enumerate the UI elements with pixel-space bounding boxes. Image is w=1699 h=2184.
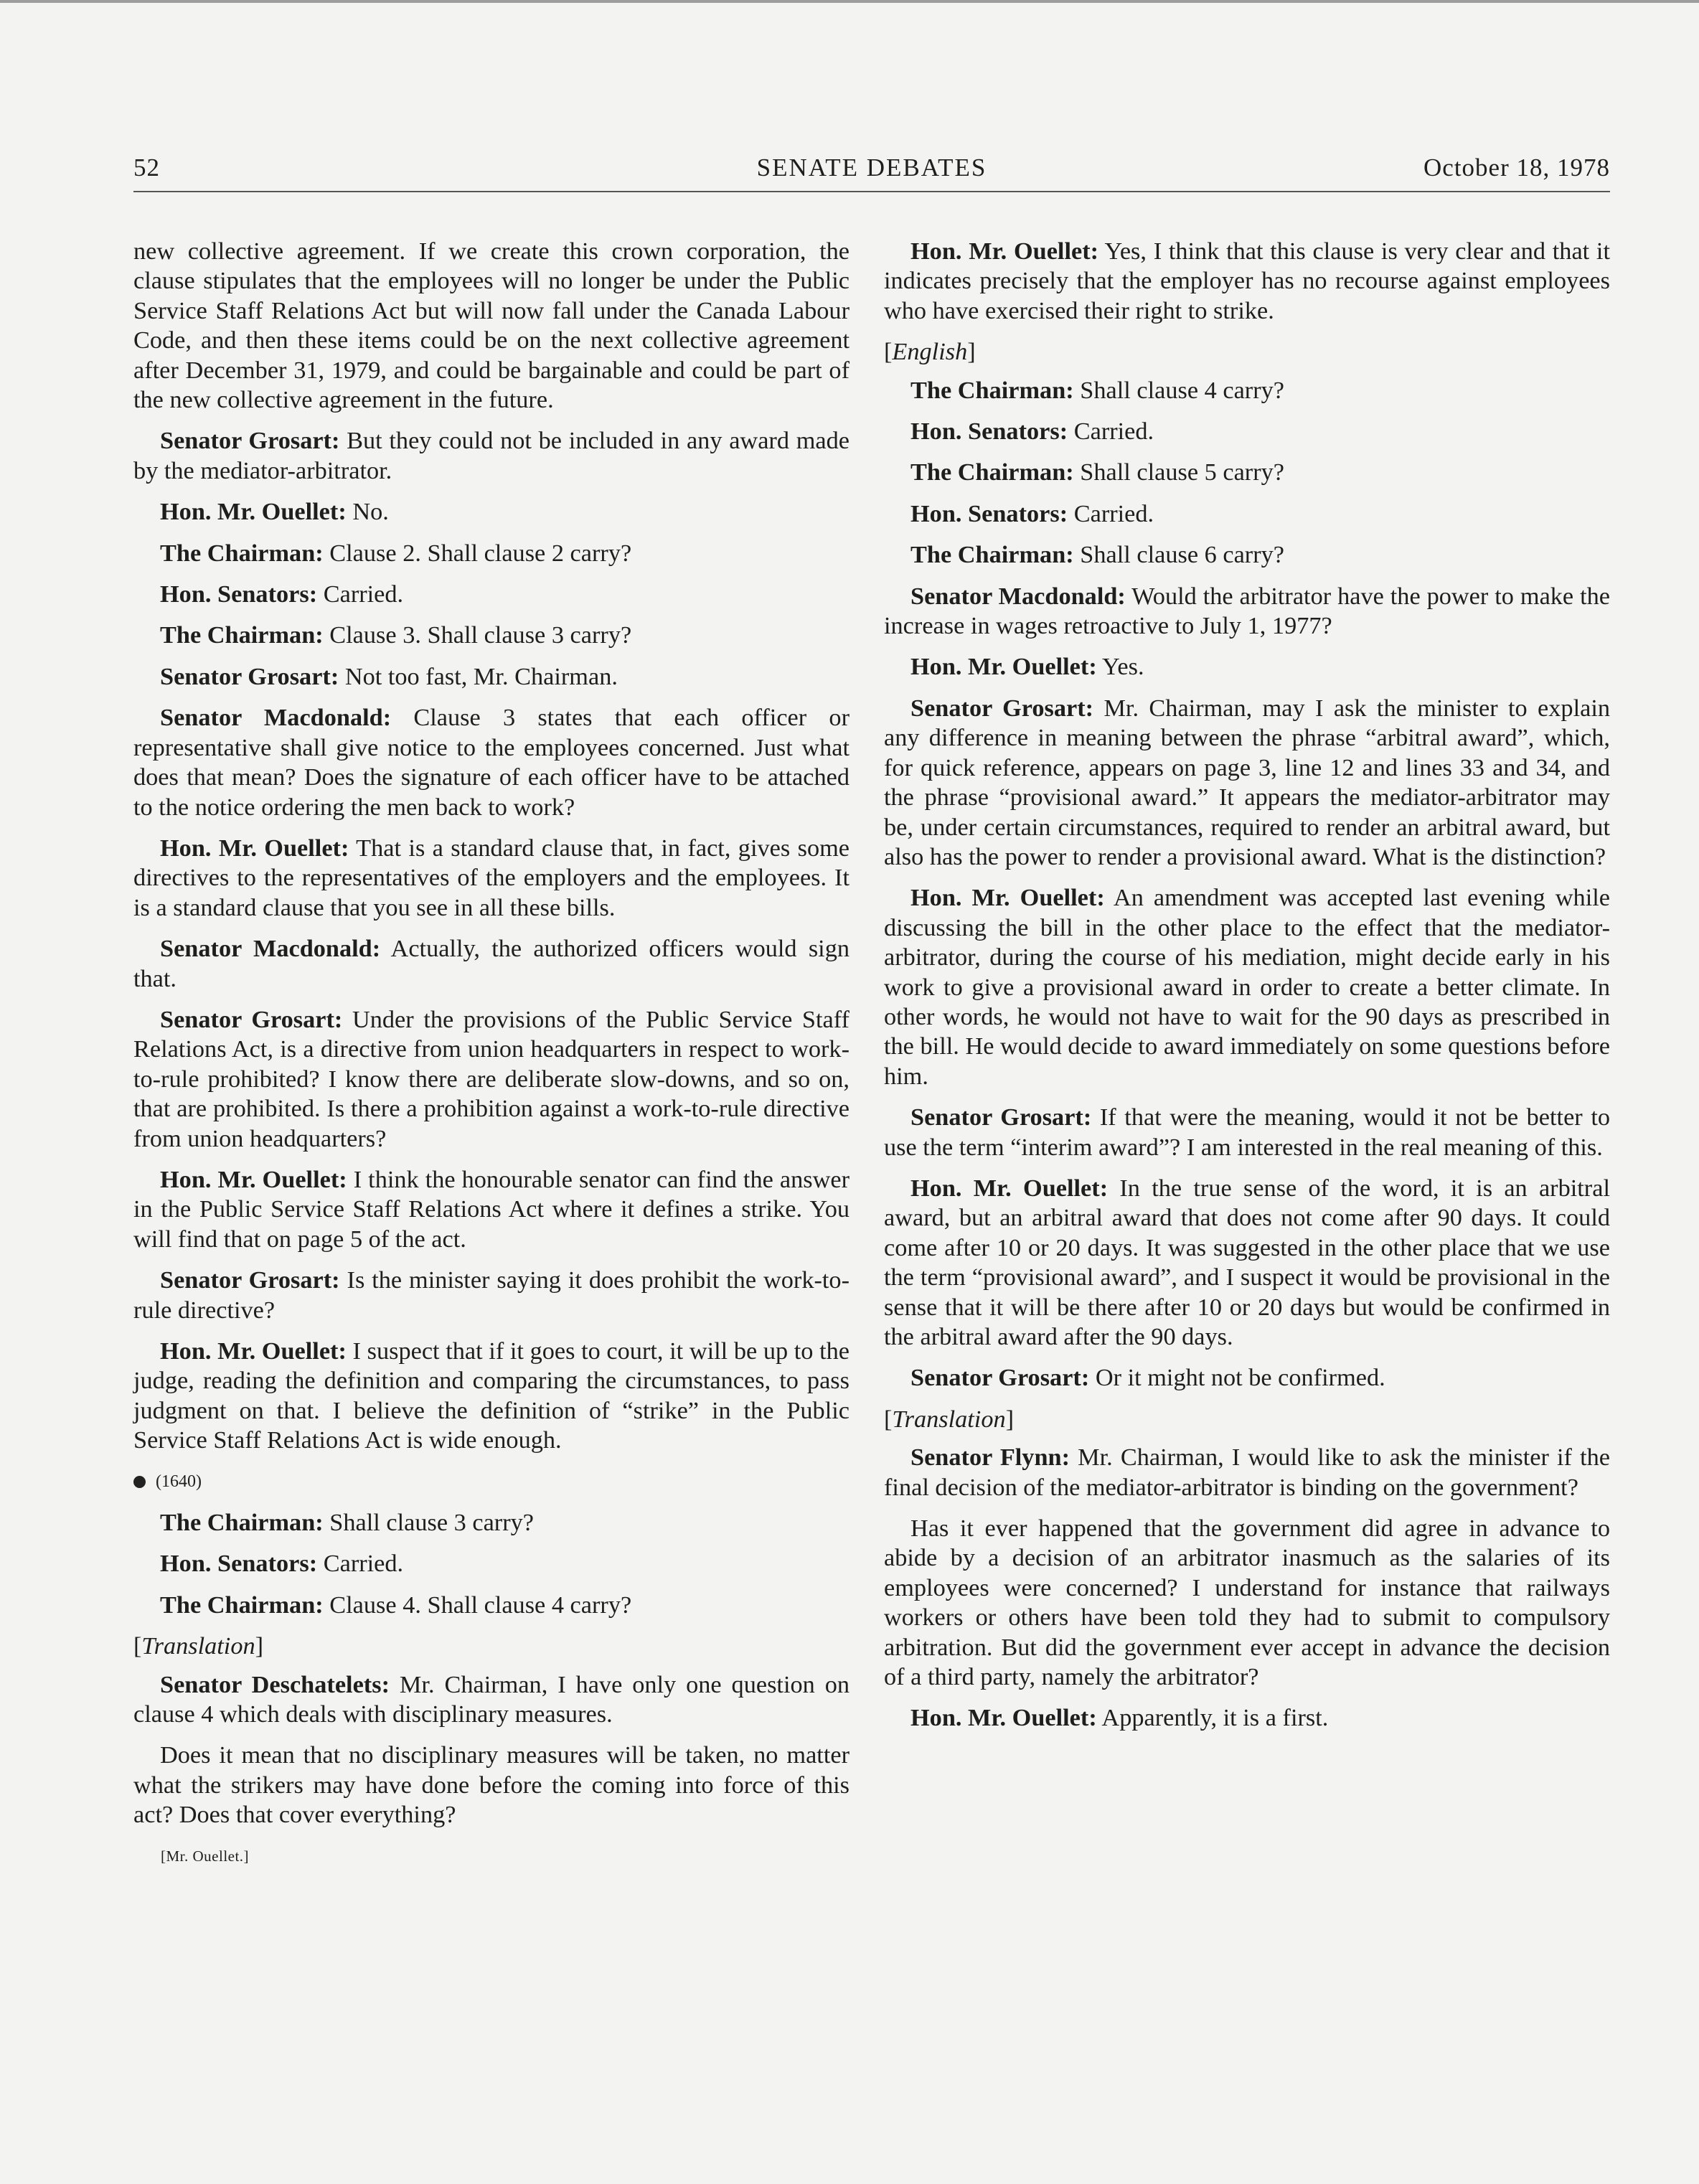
speaker: Senator Macdonald:: [910, 582, 1126, 610]
speech: [133, 1549, 850, 1578]
speech: [133, 497, 850, 527]
speaker: Hon. Senators:: [160, 1550, 318, 1578]
language-tag: [Translation]: [884, 1405, 1015, 1433]
speech: [884, 458, 1610, 487]
speech: [884, 582, 1610, 641]
language-tag: [Translation]: [133, 1632, 264, 1660]
speech: [133, 426, 850, 486]
paragraph: Has it ever happened that the government did agree in advance to abide by a decision of an arbitrator inasmuch as the salaries of its employees were concerned? I understand for instance that railways workers or others have been told they had to submit to compulsory arbitration. But did the government ever accept in advance the decision of a third party, namely the arbitrator?: [884, 1515, 1610, 1691]
speech-text: Clause 3 states that each officer or representative shall give notice to the employees concerned. Just what does that mean? Does the signature of each officer have to be attached to the notice ordering the men back to work?: [133, 704, 850, 821]
speech: [133, 539, 850, 568]
speaker: The Chairman:: [910, 376, 1074, 404]
speech-text: Shall clause 6 carry?: [1073, 541, 1285, 569]
speech-text: Mr. Chairman, may I ask the minister to explain any difference in meaning between the phrase “arbitral award”, which, for quick reference, appears on page 3, line 12 and lines 33 and 34, and the phrase “provisional award.” It appears the mediator-arbitrator may be, under certain circumstances, required to render an arbitral award, but also has the power to render a provisional award. What is the distinction?: [884, 694, 1610, 870]
speaker: Senator Grosart:: [160, 662, 339, 690]
speaker: Senator Deschatelets:: [160, 1670, 390, 1698]
speech: [133, 934, 850, 994]
speaker: Hon. Mr. Ouellet:: [910, 884, 1105, 912]
speaker: The Chairman:: [160, 539, 324, 567]
speaker: Hon. Mr. Ouellet:: [160, 1165, 347, 1193]
speaker: The Chairman:: [160, 1509, 324, 1537]
publication-date: October 18, 1978: [1423, 154, 1610, 182]
speaker: Senator Macdonald:: [160, 935, 381, 963]
speaker: Hon. Senators:: [160, 580, 318, 608]
language-tag-text: Translation: [892, 1405, 1006, 1433]
speech-text: Yes, I think that this clause is very clear and that it indicates precisely that the employer has no recourse against employees who have exercised their right to strike.: [884, 237, 1610, 324]
speech-text: Shall clause 5 carry?: [1073, 458, 1285, 486]
speech-text: Yes.: [1096, 653, 1144, 681]
speaker: Hon. Mr. Ouellet:: [910, 653, 1097, 681]
speech-text: If that were the meaning, would it not be better to use the term “interim award”? I am interested in the real meaning of this.: [884, 1103, 1610, 1161]
speech-text: Clause 4. Shall clause 4 carry?: [323, 1591, 632, 1619]
speaker: The Chairman:: [160, 621, 324, 649]
speaker: Hon. Mr. Ouellet:: [160, 834, 349, 862]
speech: [133, 1591, 850, 1620]
speech-text: Not too fast, Mr. Chairman.: [339, 662, 618, 690]
speaker: Senator Grosart:: [910, 1364, 1090, 1392]
speech-text: But they could not be included in any award made by the mediator-arbitrator.: [133, 427, 850, 484]
speech-text: I think the honourable senator can find the answer in the Public Service Staff Relations Act where it defines a strike. You will find that on page 5 of the act.: [133, 1165, 850, 1253]
page-number: 52: [133, 154, 160, 182]
speech: [133, 1266, 850, 1325]
speech-text: Apparently, it is a first.: [1096, 1704, 1329, 1732]
speech: [133, 662, 850, 692]
language-tag-text: English: [892, 338, 968, 366]
speaker: The Chairman:: [910, 541, 1074, 569]
speaker: Senator Grosart:: [160, 1266, 340, 1294]
page-header: [133, 154, 1610, 192]
speech-text: I suspect that if it goes to court, it will be up to the judge, reading the definition and comparing the circumstances, to pass judgment on that. I believe the definition of “strike” in the Public Service Staff Relations Act is wide enough.: [133, 1337, 850, 1454]
speech: [133, 834, 850, 923]
speech-text: Carried.: [317, 1550, 404, 1578]
speaker: Senator Grosart:: [160, 1005, 343, 1033]
speech-text: Carried.: [1068, 499, 1154, 527]
speech-text: Carried.: [317, 580, 404, 608]
speech-text: Clause 3. Shall clause 3 carry?: [323, 621, 632, 649]
speech-text: That is a standard clause that, in fact, gives some directives to the representatives of the employers and the employees. It is a standard clause that you see in all these bills.: [133, 834, 850, 921]
speaker: Hon. Mr. Ouellet:: [910, 1174, 1109, 1202]
speaker: Hon. Mr. Ouellet:: [160, 1337, 347, 1365]
speech-text: Mr. Chairman, I would like to ask the minister if the final decision of the mediator-arbitrator is binding on the government?: [884, 1444, 1611, 1501]
speech: [133, 1165, 850, 1254]
speaker: Senator Grosart:: [160, 427, 340, 455]
language-tag: [English]: [884, 338, 976, 366]
speech-text: In the true sense of the word, it is an arbitral award, but an arbitral award that does not come after 90 days. It could come after 10 or 20 days. It was suggested in the other place that we use the term “provisional award”, and I suspect it would be provisional in the sense that it will be there after 10 or 20 days but would be confirmed in the arbitral award after the 90 days.: [884, 1174, 1610, 1350]
speaker: Senator Macdonald:: [160, 704, 392, 732]
left-column: [133, 237, 850, 1871]
speech: [133, 1508, 850, 1538]
speaker: Senator Flynn:: [910, 1444, 1070, 1472]
footer-note: [Mr. Ouellet.]: [161, 1847, 250, 1865]
speaker: Senator Grosart:: [910, 1103, 1092, 1131]
publication-title: SENATE DEBATES: [756, 154, 987, 182]
speaker: Hon. Mr. Ouellet:: [910, 237, 1099, 265]
speech-text: Clause 2. Shall clause 2 carry?: [323, 539, 632, 567]
speech: [133, 580, 850, 609]
speech: [884, 499, 1610, 529]
speech-text: Carried.: [1068, 418, 1154, 446]
language-tag-text: Translation: [141, 1632, 255, 1660]
speech-text: Shall clause 3 carry?: [323, 1509, 535, 1537]
speech: [884, 652, 1610, 682]
speech: [884, 883, 1610, 1091]
speech: [133, 1670, 850, 1730]
bullet-icon: [133, 1476, 146, 1488]
speaker: Hon. Senators:: [910, 418, 1068, 446]
scan-border: [0, 0, 1699, 3]
speech-text: Shall clause 4 carry?: [1073, 376, 1285, 404]
speech-text: Mr. Chairman, I have only one question on clause 4 which deals with disciplinary measures.: [133, 1670, 850, 1728]
speech: [133, 703, 850, 822]
speech-text: Or it might not be confirmed.: [1089, 1364, 1385, 1392]
right-column: [884, 237, 1610, 1745]
speech: [884, 1174, 1610, 1352]
speech-text: Under the provisions of the Public Service Staff Relations Act, is a directive from union headquarters in respect to work-to-rule prohibited? I know there are deliberate slow-downs, and so on, that are prohibited. Is there a prohibition against a work-to-rule directive from union headquarters?: [133, 1005, 850, 1152]
speech-text: Is the minister saying it does prohibit the work-to-rule directive?: [133, 1266, 850, 1324]
time-marker: [133, 1467, 850, 1497]
speaker: Hon. Mr. Ouellet:: [910, 1704, 1097, 1732]
speech: [884, 1443, 1610, 1502]
speech: [133, 1337, 850, 1456]
speech: [884, 1103, 1610, 1162]
speech-text: An amendment was accepted last evening while discussing the bill in the other place to the effect that the mediator-arbitrator, during the course of his mediation, might decide early in his work to give a provisional award in order to create a better climate. In other words, he would not have to wait for the 90 days as prescribed in the bill. He would decide to award immediately on some questions before him.: [884, 884, 1610, 1090]
speaker: Senator Grosart:: [910, 694, 1094, 722]
time-marker-text: (1640): [156, 1472, 202, 1491]
speech: [133, 1005, 850, 1154]
speech: [884, 540, 1610, 570]
speaker: The Chairman:: [910, 458, 1074, 486]
speech: [884, 237, 1610, 326]
speech-text: Actually, the authorized officers would sign that.: [133, 935, 850, 992]
paragraph: Does it mean that no disciplinary measures will be taken, no matter what the strikers may have done before the coming into force of this act? Does that cover everything?: [133, 1741, 850, 1829]
speech: [133, 621, 850, 650]
speaker: Hon. Senators:: [910, 499, 1068, 527]
speech: [884, 694, 1610, 872]
speech: [884, 417, 1610, 446]
speech-text: Would the arbitrator have the power to make the increase in wages retroactive to July 1, 1977?: [884, 582, 1611, 640]
paragraph: new collective agreement. If we create this crown corporation, the clause stipulates that the employees will no longer be under the Public Service Staff Relations Act but will now fall under the Canada Labour Code, and then these items could be on the next collective agreement after December 31, 1979, and could be bargainable and could be part of the new collective agreement in the future.: [133, 237, 850, 414]
speech: [884, 1703, 1610, 1733]
speaker: Hon. Mr. Ouellet:: [160, 498, 347, 526]
speech-text: No.: [346, 498, 389, 526]
speech: [884, 376, 1610, 405]
speech: [884, 1363, 1610, 1393]
speaker: The Chairman:: [160, 1591, 324, 1619]
